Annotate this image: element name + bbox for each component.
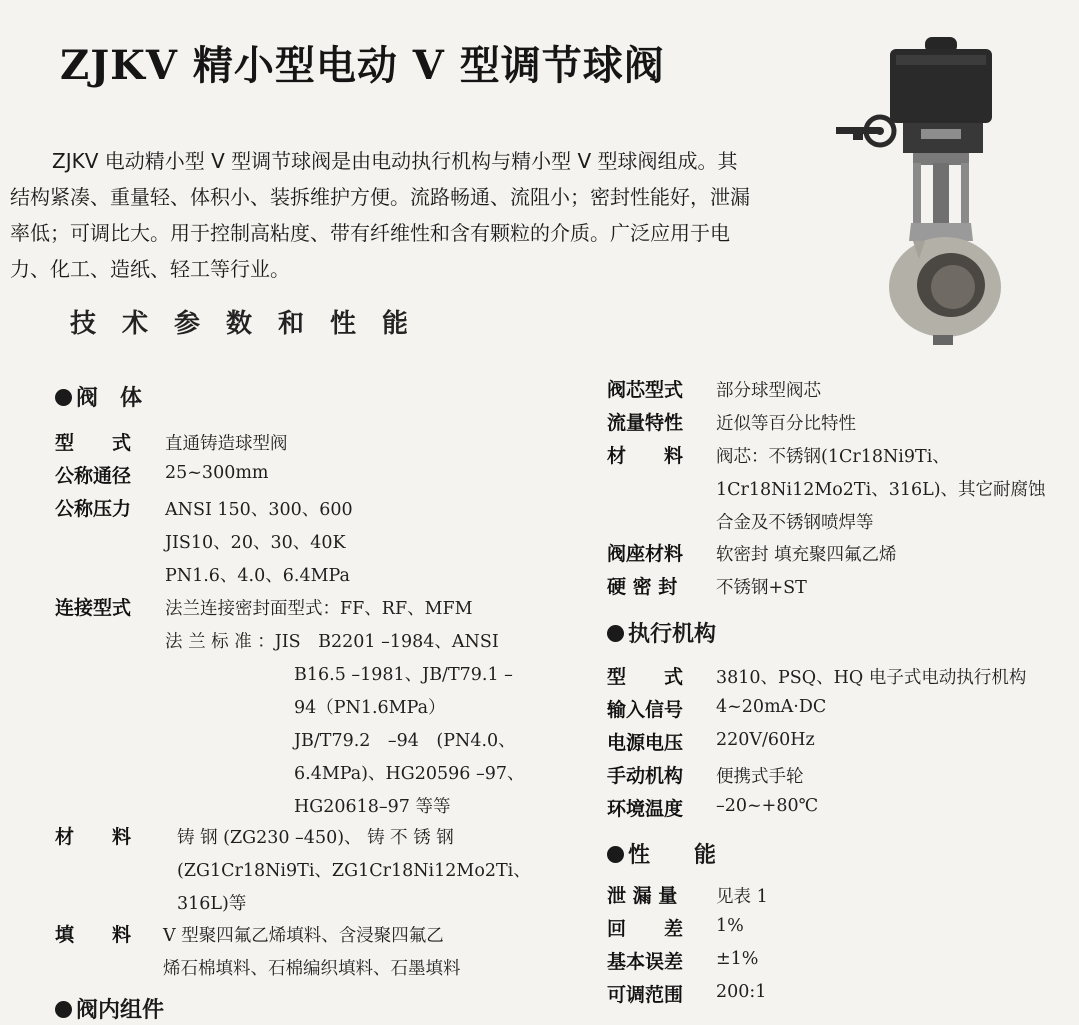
connection-value-3: B16.5 –1981、JB/T79.1 – [294, 665, 513, 685]
rangeability-value: 200:1 [716, 982, 767, 1002]
packing-value-1: V 型聚四氟乙烯填料、含浸聚四氟乙 [163, 926, 444, 946]
body-material-label: 材 料 [55, 826, 132, 848]
valve-body-heading: 阀 体 [55, 381, 142, 412]
leakage-value: 见表 1 [716, 887, 768, 907]
core-type-label: 阀芯型式 [607, 379, 684, 401]
connection-value-4: 94（PN1.6MPa） [294, 698, 446, 718]
manual-label: 手动机构 [607, 765, 684, 787]
connection-value-7: HG20618–97 等等 [294, 797, 451, 817]
type-value: 直通铸造球型阀 [165, 434, 288, 454]
page-title: ZJKV 精小型电动 V 型调节球阀 [60, 42, 665, 89]
bullet-icon [607, 846, 624, 863]
bullet-icon [55, 389, 72, 406]
pn-label: 公称压力 [55, 498, 132, 520]
valve-product-image [833, 35, 1005, 347]
performance-heading: 性 能 [607, 838, 716, 869]
bullet-icon [607, 625, 624, 642]
manual-value: 便携式手轮 [716, 767, 804, 787]
pn-value-2: JIS10、20、30、40K [165, 533, 346, 553]
ambient-temp-label: 环境温度 [607, 798, 684, 820]
intro-text: ZJKV 电动精小型 V 型调节球阀是由电动执行机构与精小型 V 型球阀组成。其结构紧凑、重量轻、体积小、装拆维护方便。流路畅通、流阻小；密封性能好，泄漏率低；可调比大。用于控制高粘度、带有纤维性和含有颗粒的介质。广泛应用于电力、化工、造纸、轻工等行业。 [10, 149, 750, 281]
internals-material-value-2: 1Cr18Ni12Mo2Ti、316L)、其它耐腐蚀 [716, 480, 1046, 500]
hysteresis-value: 1% [716, 916, 744, 936]
actuator-type-value: 3810、PSQ、HQ 电子式电动执行机构 [716, 668, 1027, 688]
dn-label: 公称通径 [55, 465, 132, 487]
tech-heading: 技术参数和性能 [70, 309, 435, 339]
power-value: 220V/60Hz [716, 730, 815, 750]
internals-material-value-1: 阀芯：不锈钢(1Cr18Ni9Ti、 [716, 447, 950, 467]
input-signal-value: 4~20mA·DC [716, 697, 827, 717]
internals-heading: 阀内组件 [55, 993, 164, 1024]
connection-value-6: 6.4MPa)、HG20596 –97、 [294, 764, 525, 784]
ambient-temp-value: –20~+80℃ [716, 796, 819, 816]
seat-label: 阀座材料 [607, 543, 684, 565]
internals-material-label: 材 料 [607, 445, 684, 467]
basic-error-label: 基本误差 [607, 951, 684, 973]
connection-value-2: 法 兰 标 准 ：JIS B2201 –1984、ANSI [165, 632, 499, 652]
leakage-label: 泄 漏 量 [607, 885, 678, 907]
pn-value-3: PN1.6、4.0、6.4MPa [165, 566, 350, 586]
hysteresis-label: 回 差 [607, 918, 684, 940]
intro-paragraph [10, 143, 750, 287]
flow-value: 近似等百分比特性 [716, 414, 856, 434]
actuator-type-label: 型 式 [607, 666, 684, 688]
connection-label: 连接型式 [55, 597, 132, 619]
body-material-value-2: (ZG1Cr18Ni9Ti、ZG1Cr18Ni12Mo2Ti、 [177, 861, 531, 881]
basic-error-value: ±1% [716, 949, 759, 969]
flow-label: 流量特性 [607, 412, 684, 434]
internals-material-value-3: 合金及不锈钢喷焊等 [716, 513, 874, 533]
packing-value-2: 烯石棉填料、石棉编织填料、石墨填料 [163, 959, 461, 979]
core-type-value: 部分球型阀芯 [716, 381, 821, 401]
input-signal-label: 输入信号 [607, 699, 684, 721]
rangeability-label: 可调范围 [607, 984, 684, 1006]
connection-value-1: 法兰连接密封面型式：FF、RF、MFM [165, 599, 473, 619]
body-material-value-1: 铸 钢 (ZG230 –450)、 铸 不 锈 钢 [177, 828, 454, 848]
pn-value-1: ANSI 150、300、600 [165, 500, 353, 520]
bullet-icon [55, 1001, 72, 1018]
actuator-heading: 执行机构 [607, 617, 716, 648]
seat-value: 软密封 填充聚四氟乙烯 [716, 545, 897, 565]
hard-seal-value: 不锈钢+ST [716, 578, 807, 598]
dn-value: 25~300mm [165, 463, 269, 483]
packing-label: 填 料 [55, 924, 132, 946]
hard-seal-label: 硬 密 封 [607, 576, 678, 598]
type-label: 型 式 [55, 432, 132, 454]
connection-value-5: JB/T79.2 –94 (PN4.0、 [294, 731, 516, 751]
body-material-value-3: 316L)等 [177, 894, 247, 914]
power-label: 电源电压 [607, 732, 684, 754]
